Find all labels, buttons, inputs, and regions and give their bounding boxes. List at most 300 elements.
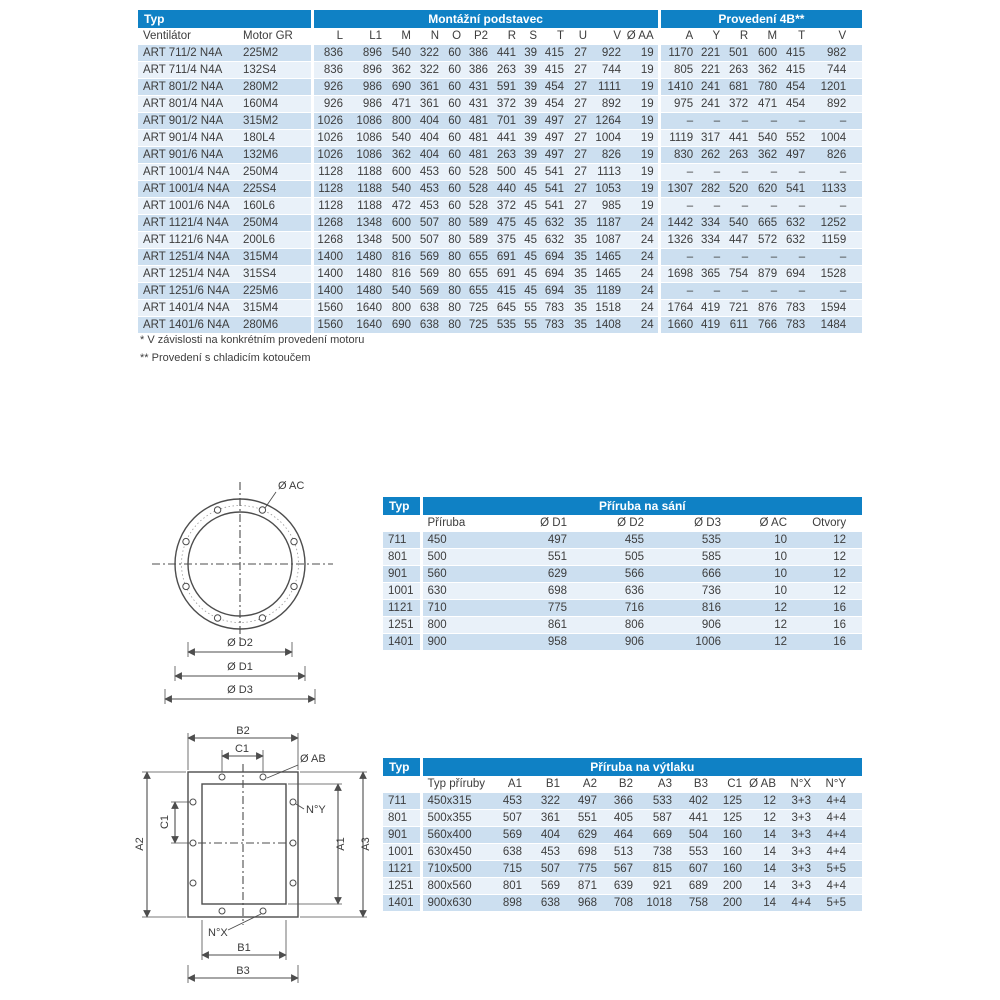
- cell: 589: [465, 215, 492, 232]
- cell: 322: [415, 62, 443, 79]
- cell: 431: [465, 79, 492, 96]
- cell: 694: [541, 266, 568, 283]
- cell: –: [659, 113, 697, 130]
- label-b3: B3: [236, 965, 250, 977]
- cell: 541: [781, 181, 809, 198]
- cell: 1111: [591, 79, 625, 96]
- cell: 60: [443, 130, 465, 147]
- cell: 665: [752, 215, 781, 232]
- cell: 10: [725, 566, 791, 583]
- column-header: V: [809, 28, 862, 45]
- column-header: O: [443, 28, 465, 45]
- cell: 560: [421, 566, 517, 583]
- cell: 600: [386, 164, 415, 181]
- cell: 800: [386, 113, 415, 130]
- cell: 985: [591, 198, 625, 215]
- cell: 871: [564, 878, 601, 895]
- cell: ART 1001/4 N4A: [138, 181, 238, 198]
- cell: 645: [492, 300, 520, 317]
- cell: 361: [526, 810, 564, 827]
- cell: –: [659, 249, 697, 266]
- cell: 1159: [809, 232, 862, 249]
- cell: 552: [781, 130, 809, 147]
- cell: 10: [725, 532, 791, 549]
- table-row: [138, 45, 862, 62]
- cell: 655: [465, 283, 492, 300]
- cell: 12: [791, 583, 862, 600]
- cell: 569: [415, 249, 443, 266]
- cell: 19: [625, 164, 659, 181]
- cell: 836: [312, 62, 347, 79]
- column-header: Motor GR: [238, 28, 312, 45]
- cell: 45: [520, 232, 541, 249]
- group-header-montazni: Montážní podstavec: [312, 10, 659, 28]
- cell: 1660: [659, 317, 697, 334]
- cell: 783: [781, 317, 809, 334]
- column-header: M: [386, 28, 415, 45]
- table-row: [138, 249, 862, 266]
- label-dia-ab: Ø AB: [300, 753, 326, 765]
- cell: 14: [746, 878, 780, 895]
- cell: 638: [526, 895, 564, 912]
- table-row: [138, 79, 862, 96]
- cell: 1264: [591, 113, 625, 130]
- suction-flange-table: [383, 497, 862, 651]
- cell: 528: [465, 164, 492, 181]
- cell: 14: [746, 844, 780, 861]
- cell: 528: [465, 198, 492, 215]
- suction-body: [383, 532, 862, 651]
- cell: 701: [492, 113, 520, 130]
- cell: 24: [625, 317, 659, 334]
- cell: 513: [601, 844, 637, 861]
- cell: 636: [571, 583, 648, 600]
- cell: 669: [637, 827, 676, 844]
- column-header: A2: [564, 776, 601, 793]
- table-row: [383, 600, 862, 617]
- cell: 80: [443, 300, 465, 317]
- cell: 365: [697, 266, 724, 283]
- cell: 454: [541, 79, 568, 96]
- cell: 431: [465, 96, 492, 113]
- cell: 24: [625, 283, 659, 300]
- cell: 60: [443, 198, 465, 215]
- cell: 1518: [591, 300, 625, 317]
- cell: ART 901/2 N4A: [138, 113, 238, 130]
- cell: 472: [386, 198, 415, 215]
- cell: 906: [648, 617, 725, 634]
- cell: 900x630: [421, 895, 488, 912]
- cell: 1121: [383, 600, 421, 617]
- cell: 415: [492, 283, 520, 300]
- cell: 27: [568, 62, 591, 79]
- cell: 600: [752, 45, 781, 62]
- column-header: Ø AC: [725, 515, 791, 532]
- flange-inner-rect: [202, 784, 286, 904]
- cell: 754: [724, 266, 752, 283]
- cell: 805: [659, 62, 697, 79]
- cell: 450: [421, 532, 517, 549]
- cell: 404: [415, 147, 443, 164]
- cell: 1410: [659, 79, 697, 96]
- cell: ART 711/4 N4A: [138, 62, 238, 79]
- cell: ART 1251/6 N4A: [138, 283, 238, 300]
- cell: 125: [712, 810, 746, 827]
- cell: 540: [386, 283, 415, 300]
- mounting-subhead: [138, 28, 862, 45]
- cell: –: [781, 249, 809, 266]
- column-header: C1: [712, 776, 746, 793]
- cell: 80: [443, 266, 465, 283]
- cell: 16: [791, 617, 862, 634]
- cell: 800: [421, 617, 517, 634]
- cell: 600: [386, 215, 415, 232]
- cell: 27: [568, 181, 591, 198]
- cell: 1252: [809, 215, 862, 232]
- cell: ART 1251/4 N4A: [138, 249, 238, 266]
- cell: 386: [465, 62, 492, 79]
- cell: 39: [520, 130, 541, 147]
- table-row: [138, 198, 862, 215]
- cell: 1128: [312, 181, 347, 198]
- cell: 35: [568, 266, 591, 283]
- cell: 441: [492, 45, 520, 62]
- table-row: [138, 96, 862, 113]
- cell: 19: [625, 62, 659, 79]
- cell: 497: [517, 532, 571, 549]
- cell: 464: [601, 827, 637, 844]
- cell: 710x500: [421, 861, 488, 878]
- discharge-subhead: [383, 776, 862, 793]
- cell: 1086: [347, 113, 386, 130]
- cell: 132S4: [238, 62, 312, 79]
- footnote-1: * V závislosti na konkrétním provedení motoru: [140, 334, 365, 346]
- label-c1-left: C1: [159, 814, 171, 830]
- cell: 896: [347, 62, 386, 79]
- cell: 27: [568, 147, 591, 164]
- column-header: [383, 515, 421, 532]
- cell: 876: [752, 300, 781, 317]
- cell: 453: [415, 164, 443, 181]
- cell: 16: [791, 634, 862, 651]
- cell: 24: [625, 266, 659, 283]
- cell: 481: [465, 130, 492, 147]
- cell: 45: [520, 266, 541, 283]
- cell: 1268: [312, 232, 347, 249]
- cell: 500: [492, 164, 520, 181]
- column-header: V: [591, 28, 625, 45]
- cell: 10: [725, 549, 791, 566]
- cell: 132M6: [238, 147, 312, 164]
- table-row: [138, 130, 862, 147]
- cell: 10: [725, 583, 791, 600]
- cell: 1006: [648, 634, 725, 651]
- table-row: [138, 215, 862, 232]
- cell: 500x355: [421, 810, 488, 827]
- cell: –: [697, 164, 724, 181]
- cell: –: [752, 113, 781, 130]
- label-a3: A3: [360, 837, 372, 851]
- ny-leader-line: [296, 804, 304, 809]
- cell: 783: [781, 300, 809, 317]
- cell: 1001: [383, 844, 421, 861]
- cell: 241: [697, 96, 724, 113]
- cell: 250M4: [238, 215, 312, 232]
- cell: 453: [415, 181, 443, 198]
- cell: 4+4: [780, 895, 815, 912]
- group-header-row: [383, 497, 862, 515]
- cell: 736: [648, 583, 725, 600]
- cell: 362: [386, 147, 415, 164]
- group-header-title: Příruba na výtlaku: [421, 758, 862, 776]
- table-row: [138, 147, 862, 164]
- cell: 986: [347, 79, 386, 96]
- cell: 861: [517, 617, 571, 634]
- cell: –: [724, 164, 752, 181]
- cell: 372: [724, 96, 752, 113]
- cell: ART 1121/4 N4A: [138, 215, 238, 232]
- cell: 317: [697, 130, 724, 147]
- label-ny: N°Y: [306, 804, 326, 816]
- cell: 402: [676, 793, 712, 810]
- cell: 1480: [347, 249, 386, 266]
- cell: 708: [601, 895, 637, 912]
- label-a1: A1: [335, 837, 347, 851]
- cell: 540: [386, 181, 415, 198]
- cell: 896: [347, 45, 386, 62]
- cell: 60: [443, 147, 465, 164]
- cell: 404: [415, 130, 443, 147]
- cell: 591: [492, 79, 520, 96]
- cell: 180L4: [238, 130, 312, 147]
- cell: 455: [571, 532, 648, 549]
- cell: 1465: [591, 249, 625, 266]
- cell: 638: [415, 300, 443, 317]
- cell: 800x560: [421, 878, 488, 895]
- cell: 280M6: [238, 317, 312, 334]
- table-row: [383, 583, 862, 600]
- cell: ART 711/2 N4A: [138, 45, 238, 62]
- table-row: [138, 232, 862, 249]
- table-row: [138, 300, 862, 317]
- cell: 497: [564, 793, 601, 810]
- cell: 816: [648, 600, 725, 617]
- cell: 816: [386, 266, 415, 283]
- cell: 500: [386, 232, 415, 249]
- cell: 60: [443, 62, 465, 79]
- cell: 775: [564, 861, 601, 878]
- label-dia-d2: Ø D2: [227, 637, 253, 649]
- cell: –: [724, 283, 752, 300]
- cell: 19: [625, 147, 659, 164]
- cell: 1187: [591, 215, 625, 232]
- cell: 45: [520, 249, 541, 266]
- cell: 632: [781, 215, 809, 232]
- column-header: N: [415, 28, 443, 45]
- label-dia-ac: Ø AC: [278, 480, 305, 492]
- cell: 415: [541, 45, 568, 62]
- column-header: Ø D3: [648, 515, 725, 532]
- cell: 1400: [312, 249, 347, 266]
- group-header-title: Příruba na sání: [421, 497, 862, 515]
- cell: 689: [676, 878, 712, 895]
- cell: 715: [488, 861, 526, 878]
- cell: 926: [312, 96, 347, 113]
- discharge-flange-diagram: [130, 722, 380, 990]
- cell: ART 901/6 N4A: [138, 147, 238, 164]
- cell: 5+5: [815, 895, 862, 912]
- cell: 1442: [659, 215, 697, 232]
- cell: ART 1001/4 N4A: [138, 164, 238, 181]
- cell: 4+4: [815, 844, 862, 861]
- table-row: [383, 878, 862, 895]
- cell: 35: [568, 232, 591, 249]
- cell: 541: [541, 164, 568, 181]
- column-header: B2: [601, 776, 637, 793]
- table-row: [383, 532, 862, 549]
- label-dia-d1: Ø D1: [227, 661, 253, 673]
- cell: 585: [648, 549, 725, 566]
- cell: 507: [415, 232, 443, 249]
- table-row: [138, 62, 862, 79]
- cell: 611: [724, 317, 752, 334]
- cell: 1401: [383, 634, 421, 651]
- cell: 3+3: [780, 827, 815, 844]
- table-row: [383, 895, 862, 912]
- cell: 1133: [809, 181, 862, 198]
- table-row: [383, 634, 862, 651]
- cell: 497: [541, 113, 568, 130]
- cell: 698: [517, 583, 571, 600]
- cell: 632: [781, 232, 809, 249]
- cell: 1560: [312, 317, 347, 334]
- cell: 1119: [659, 130, 697, 147]
- cell: 12: [791, 532, 862, 549]
- cell: 725: [465, 317, 492, 334]
- table-row: [138, 283, 862, 300]
- cell: 1268: [312, 215, 347, 232]
- cell: 1698: [659, 266, 697, 283]
- cell: 481: [465, 147, 492, 164]
- column-header: S: [520, 28, 541, 45]
- group-header-provedeni: Provedení 4B**: [659, 10, 862, 28]
- cell: 12: [791, 549, 862, 566]
- column-header: U: [568, 28, 591, 45]
- cell: 322: [415, 45, 443, 62]
- table-row: [383, 844, 862, 861]
- cell: 80: [443, 232, 465, 249]
- cell: 540: [386, 45, 415, 62]
- cell: 826: [809, 147, 862, 164]
- column-header: L: [312, 28, 347, 45]
- label-b2: B2: [236, 725, 250, 737]
- table-row: [383, 793, 862, 810]
- cell: 1026: [312, 130, 347, 147]
- cell: 12: [746, 810, 780, 827]
- cell: 783: [541, 300, 568, 317]
- cell: 986: [347, 96, 386, 113]
- cell: 815: [637, 861, 676, 878]
- cell: 540: [386, 130, 415, 147]
- cell: 55: [520, 317, 541, 334]
- cell: 375: [492, 232, 520, 249]
- cell: 1401: [383, 895, 421, 912]
- cell: 710: [421, 600, 517, 617]
- cell: –: [781, 113, 809, 130]
- cell: 681: [724, 79, 752, 96]
- cell: 607: [676, 861, 712, 878]
- table-row: [138, 113, 862, 130]
- cell: 507: [415, 215, 443, 232]
- column-header: Ventilátor: [138, 28, 238, 45]
- cell: 1408: [591, 317, 625, 334]
- cell: 12: [725, 634, 791, 651]
- cell: ART 1001/6 N4A: [138, 198, 238, 215]
- cell: 1053: [591, 181, 625, 198]
- cell: 783: [541, 317, 568, 334]
- cell: 1594: [809, 300, 862, 317]
- cell: 3+3: [780, 844, 815, 861]
- cell: 45: [520, 181, 541, 198]
- cell: 60: [443, 96, 465, 113]
- cell: 694: [541, 249, 568, 266]
- cell: 80: [443, 249, 465, 266]
- cell: 892: [591, 96, 625, 113]
- cell: 45: [520, 215, 541, 232]
- cell: 560x400: [421, 827, 488, 844]
- column-header: R: [492, 28, 520, 45]
- cell: 1480: [347, 283, 386, 300]
- cell: 12: [746, 793, 780, 810]
- cell: 55: [520, 300, 541, 317]
- cell: 879: [752, 266, 781, 283]
- cell: ART 801/4 N4A: [138, 96, 238, 113]
- cell: 1087: [591, 232, 625, 249]
- group-header-row: [383, 758, 862, 776]
- cell: 1640: [347, 317, 386, 334]
- cell: 694: [541, 283, 568, 300]
- cell: 497: [541, 130, 568, 147]
- cell: 315M2: [238, 113, 312, 130]
- cell: 60: [443, 45, 465, 62]
- cell: 666: [648, 566, 725, 583]
- cell: 225M2: [238, 45, 312, 62]
- cell: 362: [386, 62, 415, 79]
- cell: 60: [443, 181, 465, 198]
- cell: 1170: [659, 45, 697, 62]
- cell: 454: [781, 96, 809, 113]
- cell: –: [724, 249, 752, 266]
- table-row: [383, 861, 862, 878]
- cell: 541: [541, 198, 568, 215]
- column-header: Ø AA: [625, 28, 659, 45]
- cell: 826: [591, 147, 625, 164]
- cell: 738: [637, 844, 676, 861]
- cell: 4+4: [815, 810, 862, 827]
- cell: 334: [697, 232, 724, 249]
- label-a2: A2: [134, 837, 146, 851]
- cell: –: [752, 283, 781, 300]
- column-header: B1: [526, 776, 564, 793]
- cell: 160: [712, 827, 746, 844]
- cell: –: [697, 113, 724, 130]
- cell: 535: [648, 532, 725, 549]
- cell: 19: [625, 181, 659, 198]
- cell: 501: [724, 45, 752, 62]
- cell: 1480: [347, 266, 386, 283]
- group-header-typ: Typ: [383, 758, 421, 776]
- column-header: L1: [347, 28, 386, 45]
